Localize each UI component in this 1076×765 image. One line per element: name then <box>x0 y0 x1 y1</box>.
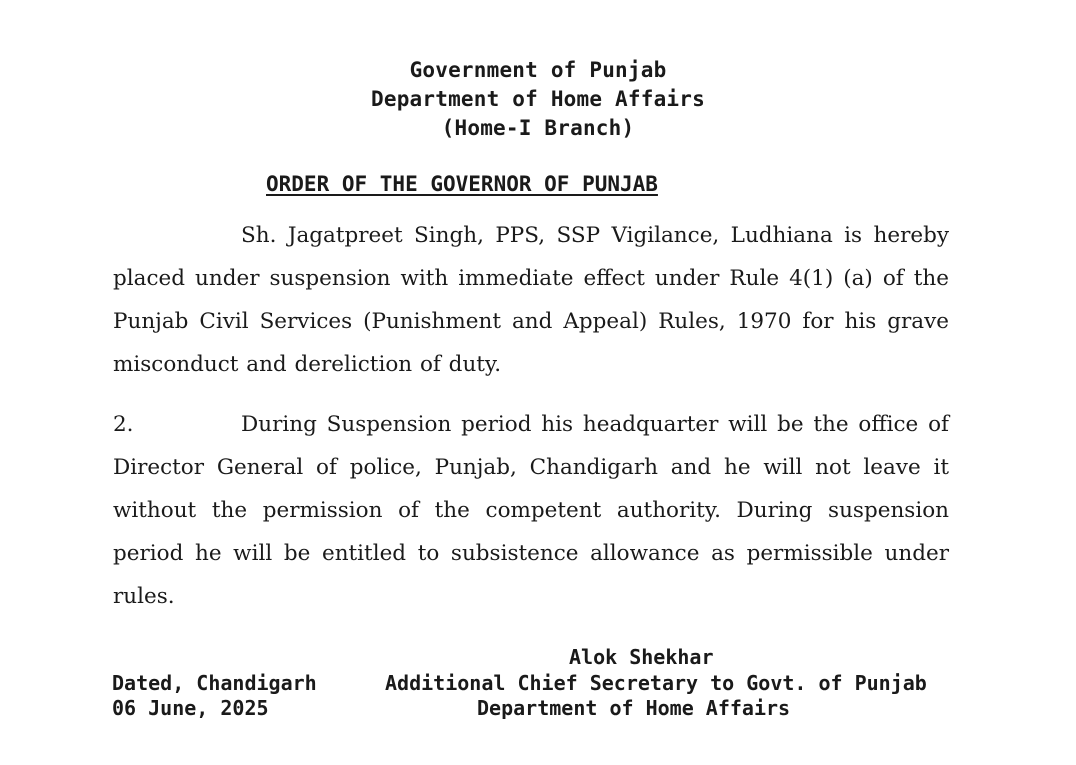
dated-place: Dated, Chandigarh <box>112 671 317 695</box>
paragraph-2-text: During Suspension period his headquarter will be the office of Director General of police, Punjab, Chandigarh and he will not leave it without the permission of the competent authority. During suspension period he will be entitled to subsistence allowance as permissible under rules. <box>113 412 949 609</box>
signatory-name: Alok Shekhar <box>569 645 714 669</box>
paragraph-1: Sh. Jagatpreet Singh, PPS, SSP Vigilance, Ludhiana is hereby placed under suspension with immediate effect under Rule 4(1) (a) of the Punjab Civil Services (Punishment and Appeal) Rules, 1970 for his grave misconduct and dereliction of duty. <box>113 223 949 377</box>
order-title: ORDER OF THE GOVERNOR OF PUNJAB <box>266 172 658 196</box>
paragraph-2 <box>113 403 949 618</box>
dated-date: 06 June, 2025 <box>112 696 269 720</box>
signatory-department: Department of Home Affairs <box>477 696 791 720</box>
header-government: Government of Punjab <box>409 58 667 82</box>
header-department: Department of Home Affairs <box>371 87 705 111</box>
signatory-title: Additional Chief Secretary to Govt. of Punjab <box>385 671 927 695</box>
header-branch: (Home-I Branch) <box>441 116 635 140</box>
paragraph-2-number: 2. <box>113 412 134 437</box>
